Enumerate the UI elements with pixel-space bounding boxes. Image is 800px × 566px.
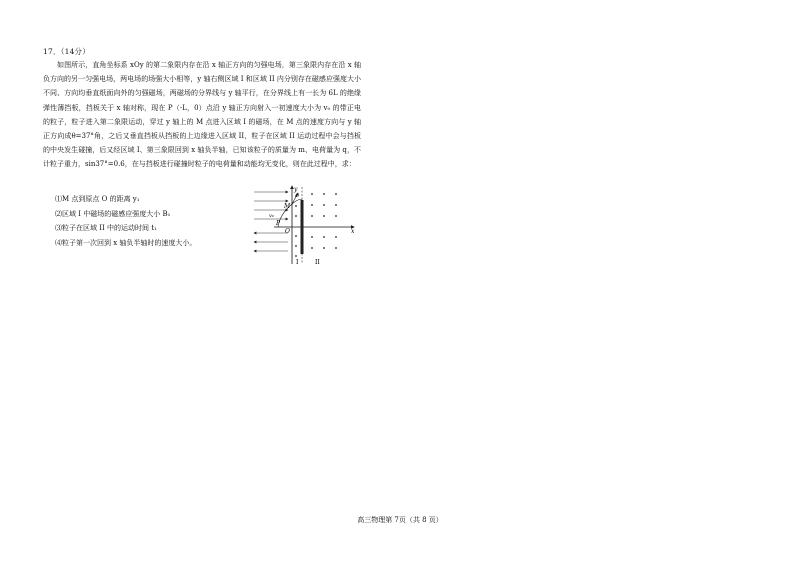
question-number: 17．（14分） [43,47,90,56]
subquestion-2: ⑵区域 I 中磁场的磁感应强度大小 B₁ [55,209,171,218]
question-body [43,58,361,172]
label-p: P [276,220,281,227]
label-v0: v₀ [269,213,274,219]
subquestion-3: ⑶粒子在区域 II 中的运动时间 t₁ [55,224,157,233]
electric-field-lines [254,192,288,251]
field-diagram-svg [252,184,358,266]
page-footer: 高三物理第 7页（共 8 页） [357,516,443,524]
subquestion-1: ⑴M 点到原点 O 的距离 y₁ [55,195,140,203]
label-theta: θ [296,193,300,199]
baffle-plate [301,200,304,254]
magnetic-field-dots-region-2 [311,193,337,249]
label-y: y [294,186,298,193]
label-o: O [285,228,290,235]
subquestion-list [55,192,196,250]
label-m: M [284,203,291,210]
label-x: x [351,228,355,235]
question-text: 如图所示，直角坐标系 xOy 的第二象限内存在沿 x 轴正方向的匀强电场，第三象限内存在沿 x 轴负方向的另一匀强电场，两电场的场强大小相等，y 轴右侧区域 I 和区域 II 内分别存在磁感应强度大小不同、方向均垂直纸面向外的匀强磁场，两磁场的分界线与 y 轴平行，在分界线上有一长为 6L 的绝缘弹性薄挡板，挡板关于 x 轴对称，现在 P（-L，0）点沿 y 轴正方向射入一初速度大小为 v₀ 的带正电的粒子，粒子进入第二象限运动，穿过 y 轴上的 M 点进入区域 I 的磁场，在 M 点的速度方向与 y 轴正方向成θ=37°角，之后又垂直挡板从挡板的上边缘进入区域 II，粒子在区域 II 运动过程中会与挡板的中央发生碰撞，后又经区域 I、第三象限回到 x 轴负半轴，已知该粒子的质量为 m、电荷量为 q，不计粒子重力，sin37°=0.6，在与挡板进行碰撞时粒子的电荷量和动能均无变化，则在此过程中，求： [43,61,361,169]
label-region-1: I [296,259,299,266]
magnetic-field-dots-region-1 [295,193,300,257]
physics-diagram [252,184,358,266]
label-region-2: II [315,259,320,266]
subquestion-4: ⑷粒子第一次回到 x 轴负半轴时的速度大小。 [55,238,197,247]
